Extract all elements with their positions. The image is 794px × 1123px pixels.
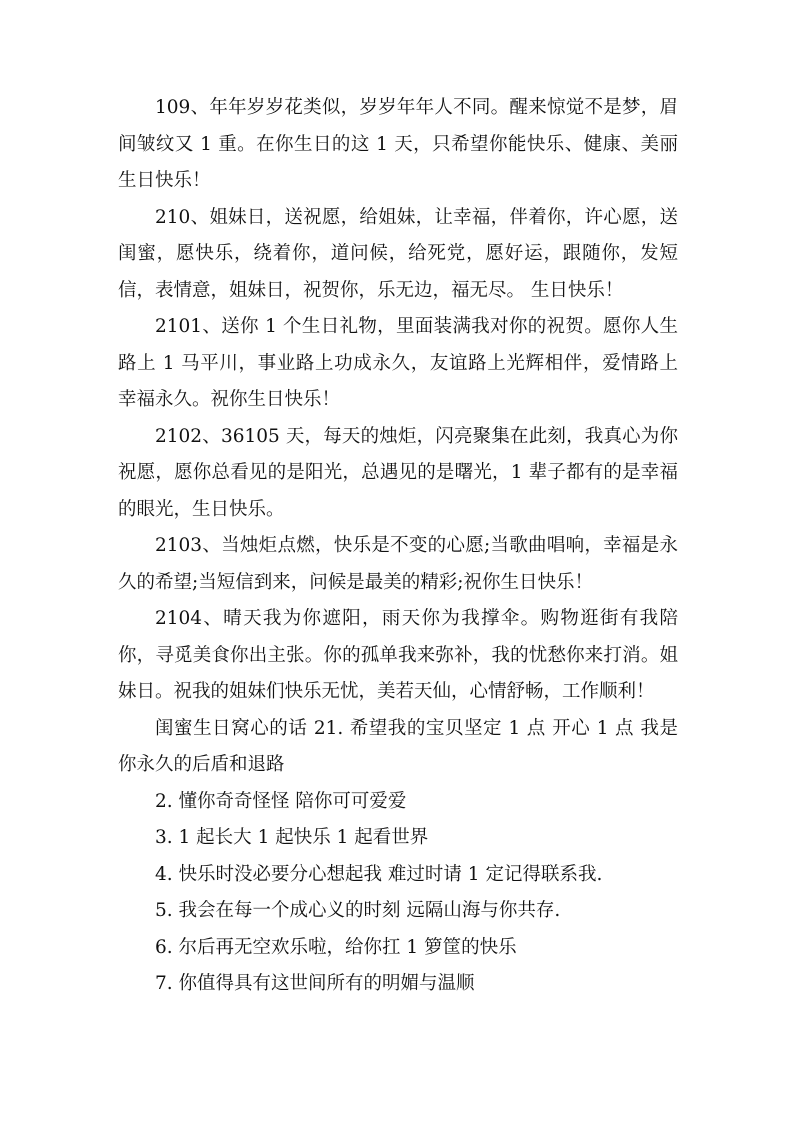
paragraph-210: 210、姐妹日，送祝愿，给姐妹，让幸福，伴着你，许心愿，送闺蜜，愿快乐，绕着你，道问候，给死党，愿好运，跟随你，发短信，表情意，姐妹日，祝贺你，乐无边，福无尽。 生日快乐！ <box>118 206 678 301</box>
document-page <box>118 90 678 1003</box>
paragraph-2101: 2101、送你 1 个生日礼物，里面装满我对你的祝贺。愿你人生路上 1 马平川，事业路上功成永久，友谊路上光辉相伴，爱情路上幸福永久。祝你生日快乐！ <box>118 316 678 410</box>
section-heading-paragraph: 闺蜜生日窝心的话 21. 希望我的宝贝坚定 1 点 开心 1 点 我是你永久的后盾和退路 <box>118 717 678 775</box>
paragraph-2102: 2102、36105 天，每天的烛炬，闪亮聚集在此刻，我真心为你祝愿，愿你总看见的是阳光，总遇见的是曙光，1 辈子都有的是幸福的眼光，生日快乐。 <box>118 425 678 520</box>
list-item-4: 4. 快乐时没必要分心想起我 难过时请 1 定记得联系我. <box>155 863 603 885</box>
list-item-7: 7. 你值得具有这世间所有的明媚与温顺 <box>155 973 475 994</box>
list-item-3: 3. 1 起长大 1 起快乐 1 起看世界 <box>155 827 429 848</box>
list-item-2: 2. 懂你奇奇怪怪 陪你可可爱爱 <box>155 790 407 812</box>
paragraph-109: 109、年年岁岁花类似，岁岁年年人不同。醒来惊觉不是梦，眉间皱纹又 1 重。在你生日的这 1 天，只希望你能快乐、健康、美丽生日快乐！ <box>118 97 678 191</box>
paragraph-2104: 2104、晴天我为你遮阳，雨天你为我撑伞。购物逛街有我陪你，寻觅美食你出主张。你的孤单我来弥补，我的忧愁你来打消。姐妹日。祝我的姐妹们快乐无忧，美若天仙，心情舒畅，工作顺利！ <box>118 608 678 702</box>
paragraph-2103: 2103、当烛炬点燃，快乐是不变的心愿;当歌曲唱响，幸福是永久的希望;当短信到来，问候是最美的精彩;祝你生日快乐！ <box>118 535 678 593</box>
list-item-5: 5. 我会在每一个成心义的时刻 远隔山海与你共存. <box>155 900 561 921</box>
list-item-6: 6. 尔后再无空欢乐啦，给你扛 1 箩筐的快乐 <box>155 936 517 958</box>
